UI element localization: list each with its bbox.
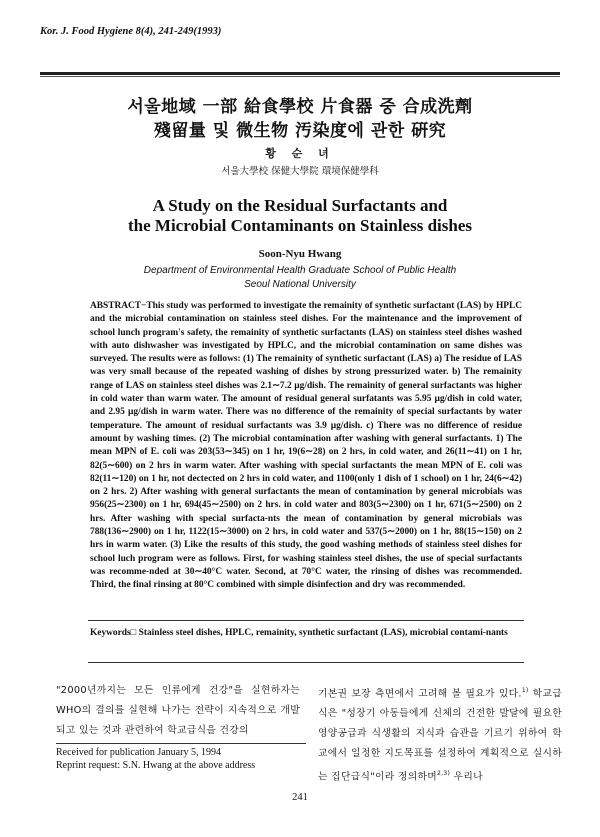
abstract: ABSTRACT−This study was performed to investigate the remainity of synthetic surfactant (LAS) by HPLC and the microbial contamination on stainless steel dishes. For the maintenance and the improvement of school lunch program's safety, the remainity of synthetic surfactants (LAS) on stainless steel dishes washed with auto dishwasher was investigated by HPLC, and the microbial contamination on same dishes was surveyed. The results were as follows: (1) The remainity of synthetic surfactant (LAS) a) The residue of LAS was very small because of the repeated washing of dishes by strong pressurized water. b) The remainity range of LAS on stainless steel dishes was 2.1∼7.2 µg/dish. The remainity of general surfactants was higher in cold water than warm water. The amount of residual general surfatants was 5.95 µg/dish in cold water, and 2.95 µg/dish in warm water. There was no difference of the remainity of special surfactants by water temperature. The amount of residual surfactants was 3.9 µg/dish. c) There was no difference of residue amount by washing times. (2) The microbial contamination after washing with general surfactants. 1) The mean MPN of E. coli was 203(53∼345) on 1 hr, 19(6∼28) on 2 hrs, in cold water, and 26(11∼41) on 1 hr, 82(5∼600) on 2 hrs in warm water. After washing with special surfactants the mean MPN of E. coli was 82(11∼120) on 1 hr, not dectected on 2 hrs in cold water, and 1100(only 1 dish of 1 school) on 1 hr, 24(6∼42) on 2 hrs. 2) After washing with general surfactants the mean of contamination by general microbials was 956(25∼2300) on 1 hr, 694(45∼2500) on 2 hrs. in cold water and 803(5∼2300) on 1 hr, 671(5∼2500) on 2 hrs. After washing with special surfacta-nts the mean of contamination by general microbials was 788(136∼2900) on 1 hr, 1122(15∼3000) on 2 hrs, in cold water and 537(5∼2000) on 1 hr, 88(15∼150) on 2 hrs in warm water. (3) Like the results of this study, the good washing methods of stainless steel dishes for school luch program were as follows. First, for washing stainless steel dishes, the use of special surfactants was recomme-nded at 30∼40°C water. Second, at 70°C water, the rinsing of dishes was recommended. Third, the final rinsing at 80°C combined with simple disinfection and dry was recommended. xyxy=(90,301,522,591)
footnote-rule xyxy=(56,743,306,744)
keywords-rule-bottom xyxy=(88,662,524,663)
body-right-text-3: 우리나 xyxy=(450,771,483,783)
footnote-received: Received for publication January 5, 1994 xyxy=(56,747,221,758)
korean-title-line1: 서울地域 一部 給食學校 片食器 중 合成洗劑 xyxy=(127,97,473,117)
korean-author: 황 순 녀 xyxy=(265,147,335,160)
citation-2: 2,3) xyxy=(437,770,451,778)
keywords-rule-top xyxy=(88,620,524,621)
korean-affiliation: 서울大學校 保健大學院 環境保健學科 xyxy=(221,166,379,177)
keywords: Keywords□ Stainless steel dishes, HPLC, remainity, synthetic surfactant (LAS), microbial contami-nants xyxy=(90,628,508,638)
body-column-right xyxy=(318,681,562,788)
english-affiliation-line1: Department of Environmental Health Graduate School of Public Health xyxy=(143,265,457,276)
body-right-text-2: 학교급식은 "성장기 아동들에게 신체의 건전한 발달에 필요한 영양공급과 식생활의 지식과 습관을 기르기 위하여 학교에서 일정한 지도목표를 설정하여 계획적으로 실시하는 집단급식"이라 정의하며 xyxy=(318,688,562,783)
page-number: 241 xyxy=(292,792,308,803)
english-author: Soon-Nyu Hwang xyxy=(258,248,342,260)
header-rule-thin xyxy=(40,76,560,77)
citation-1: 1) xyxy=(521,687,529,694)
body-right-text-1: 기본권 보장 측면에서 고려해 볼 필요가 있다. xyxy=(318,688,522,700)
english-affiliation-line2: Seoul National University xyxy=(244,279,356,290)
body-column-left: "2000년까지는 모든 인류에게 건강"을 실현하자는 WHO의 결의를 실현해 나가는 전략이 지속적으로 개발되고 있는 것과 관련하여 학교급식을 건강의 xyxy=(56,685,300,736)
header-rule xyxy=(40,72,560,75)
english-title-line2: the Microbial Contaminants on Stainless dishes xyxy=(128,216,472,235)
english-title-line1: A Study on the Residual Surfactants and xyxy=(152,196,448,215)
korean-title-line2: 殘留量 및 微生物 汚染度에 관한 硏究 xyxy=(153,121,447,141)
footnote-reprint: Reprint request: S.N. Hwang at the above address xyxy=(56,760,256,771)
journal-citation: Kor. J. Food Hygiene 8(4), 241-249(1993) xyxy=(40,26,222,37)
